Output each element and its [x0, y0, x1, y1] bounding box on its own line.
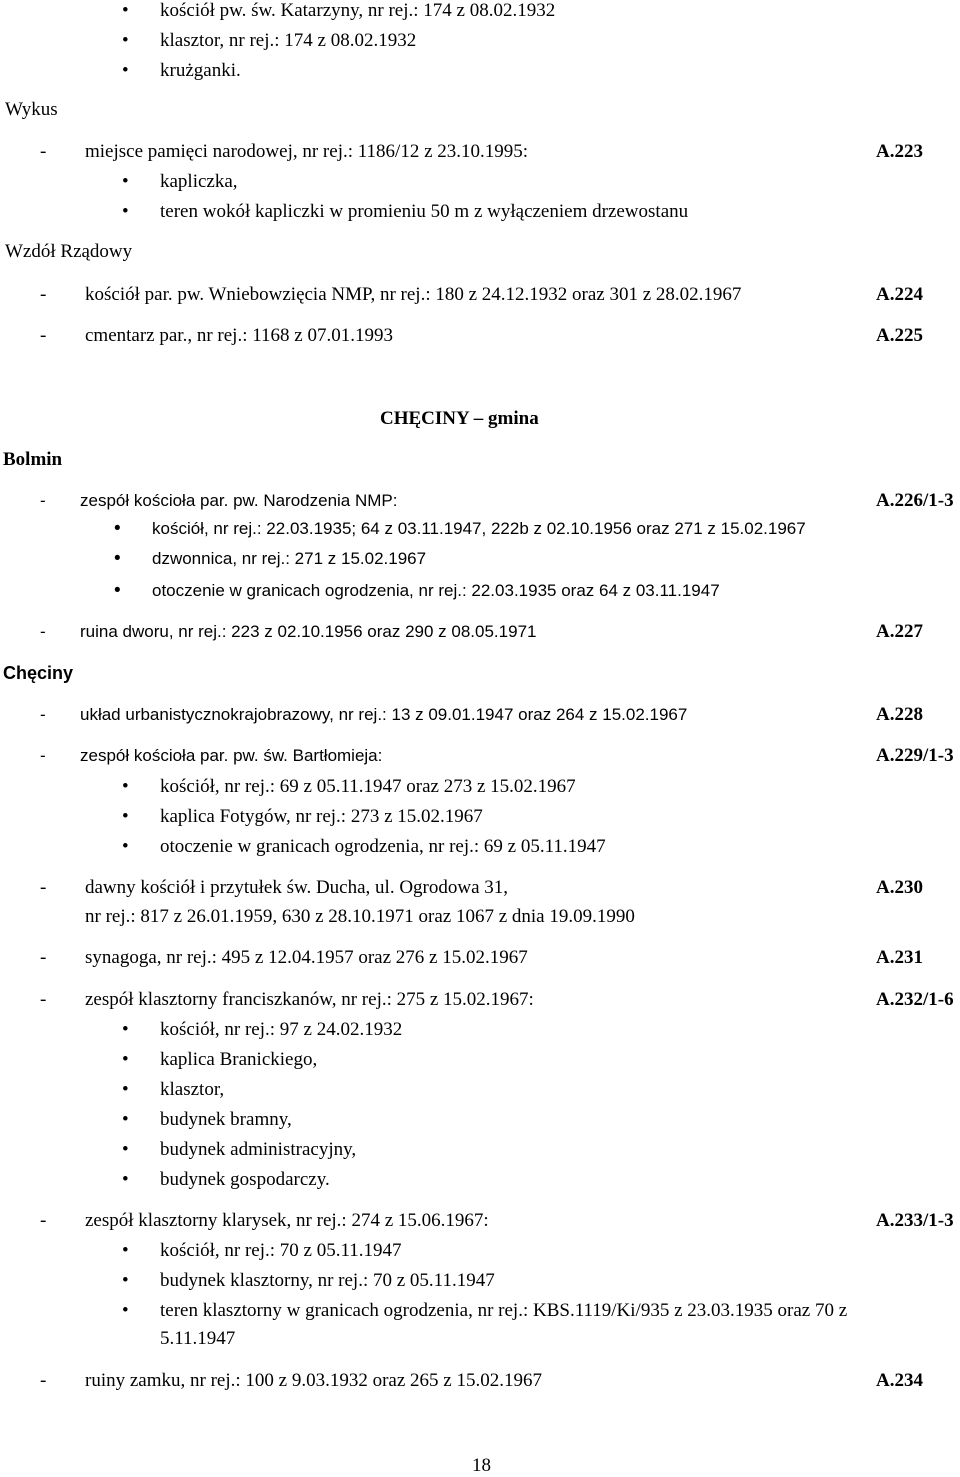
list-item: • teren klasztorny w granicach ogrodzenia, nr rej.: KBS.1119/Ki/935 z 23.03.1935 oraz 70 z — [160, 1300, 847, 1322]
list-item: • otoczenie w granicach ogrodzenia, nr rej.: 69 z 05.11.1947 — [160, 836, 606, 858]
list-item: • dzwonnica, nr rej.: 271 z 15.02.1967 — [152, 548, 426, 570]
entry-text: dawny kościół i przytułek św. Ducha, ul. Ogrodowa 31, — [85, 877, 509, 898]
list-item: • budynek administracyjny, — [160, 1139, 356, 1161]
section-heading: CHĘCINY – gmina — [380, 408, 539, 429]
register-ref: A.226/1-3 — [876, 490, 954, 511]
entry-text: zespół kościoła par. pw. Narodzenia NMP: — [80, 491, 398, 510]
entry-text: miejsce pamięci narodowej, nr rej.: 1186/12 z 23.10.1995: — [85, 141, 529, 162]
dash-marker: - — [40, 705, 46, 724]
register-ref: A.233/1-3 — [876, 1210, 954, 1231]
entry-text: zespół klasztorny klarysek, nr rej.: 274 z 15.06.1967: — [85, 1210, 489, 1231]
register-ref: A.227 — [876, 621, 923, 642]
list-item: • otoczenie w granicach ogrodzenia, nr rej.: 22.03.1935 oraz 64 z 03.11.1947 — [152, 580, 720, 602]
register-ref: A.232/1-6 — [876, 989, 954, 1010]
register-ref: A.231 — [876, 947, 923, 968]
list-item: • teren wokół kapliczki w promieniu 50 m z wyłączeniem drzewostanu — [160, 201, 688, 223]
dash-marker: - — [40, 622, 46, 641]
dash-marker: - — [40, 1210, 47, 1231]
list-item: • budynek gospodarczy. — [160, 1169, 330, 1191]
list-item: • klasztor, — [160, 1079, 224, 1101]
dash-marker: - — [40, 746, 46, 765]
entry-text: ruina dworu, nr rej.: 223 z 02.10.1956 oraz 290 z 08.05.1971 — [80, 622, 537, 641]
register-ref: A.228 — [876, 704, 923, 725]
register-ref: A.225 — [876, 325, 923, 346]
entry-text: ruiny zamku, nr rej.: 100 z 9.03.1932 oraz 265 z 15.02.1967 — [85, 1370, 542, 1391]
list-item: • kościół pw. św. Katarzyny, nr rej.: 174 z 08.02.1932 — [160, 0, 555, 22]
entry-text-continued: nr rej.: 817 z 26.01.1959, 630 z 28.10.1971 oraz 1067 z dnia 19.09.1990 — [85, 906, 635, 927]
locality-heading: Wzdół Rządowy — [5, 241, 133, 262]
list-item: • kościół, nr rej.: 97 z 24.02.1932 — [160, 1019, 402, 1041]
entry-text: układ urbanistycznokrajobrazowy, nr rej.: 13 z 09.01.1947 oraz 264 z 15.02.1967 — [80, 705, 688, 724]
list-item: • budynek bramny, — [160, 1109, 292, 1131]
list-item: • kościół, nr rej.: 69 z 05.11.1947 oraz 273 z 15.02.1967 — [160, 776, 576, 798]
entry-text: synagoga, nr rej.: 495 z 12.04.1957 oraz 276 z 15.02.1967 — [85, 947, 528, 968]
entry-text: kościół par. pw. Wniebowzięcia NMP, nr rej.: 180 z 24.12.1932 oraz 301 z 28.02.1967 — [85, 284, 742, 305]
dash-marker: - — [40, 877, 47, 898]
dash-marker: - — [40, 947, 47, 968]
locality-heading: Chęciny — [3, 663, 74, 683]
register-ref: A.229/1-3 — [876, 745, 954, 766]
register-ref: A.234 — [876, 1370, 923, 1391]
list-item: • kościół, nr rej.: 22.03.1935; 64 z 03.11.1947, 222b z 02.10.1956 oraz 271 z 15.02.1967 — [152, 518, 806, 540]
list-item: • krużganki. — [160, 60, 241, 82]
dash-marker: - — [40, 284, 47, 305]
list-item: • kapliczka, — [160, 171, 238, 193]
register-ref: A.223 — [876, 141, 923, 162]
dash-marker: - — [40, 989, 47, 1010]
locality-heading: Bolmin — [3, 449, 63, 470]
list-item: • kaplica Fotygów, nr rej.: 273 z 15.02.1967 — [160, 806, 483, 828]
locality-heading: Wykus — [5, 99, 58, 120]
entry-text: zespół kościoła par. pw. św. Bartłomieja: — [80, 746, 383, 765]
entry-text: zespół klasztorny franciszkanów, nr rej.: 275 z 15.02.1967: — [85, 989, 534, 1010]
entry-text: cmentarz par., nr rej.: 1168 z 07.01.1993 — [85, 325, 393, 346]
list-item: • kościół, nr rej.: 70 z 05.11.1947 — [160, 1240, 402, 1262]
dash-marker: - — [40, 491, 46, 510]
page-number: 18 — [472, 1455, 491, 1476]
list-item-continued: 5.11.1947 — [160, 1328, 236, 1349]
list-item: • klasztor, nr rej.: 174 z 08.02.1932 — [160, 30, 416, 52]
list-item: • budynek klasztorny, nr rej.: 70 z 05.11.1947 — [160, 1270, 495, 1292]
dash-marker: - — [40, 1370, 47, 1391]
dash-marker: - — [40, 141, 47, 162]
list-item: • kaplica Branickiego, — [160, 1049, 317, 1071]
dash-marker: - — [40, 325, 47, 346]
register-ref: A.224 — [876, 284, 923, 305]
register-ref: A.230 — [876, 877, 923, 898]
